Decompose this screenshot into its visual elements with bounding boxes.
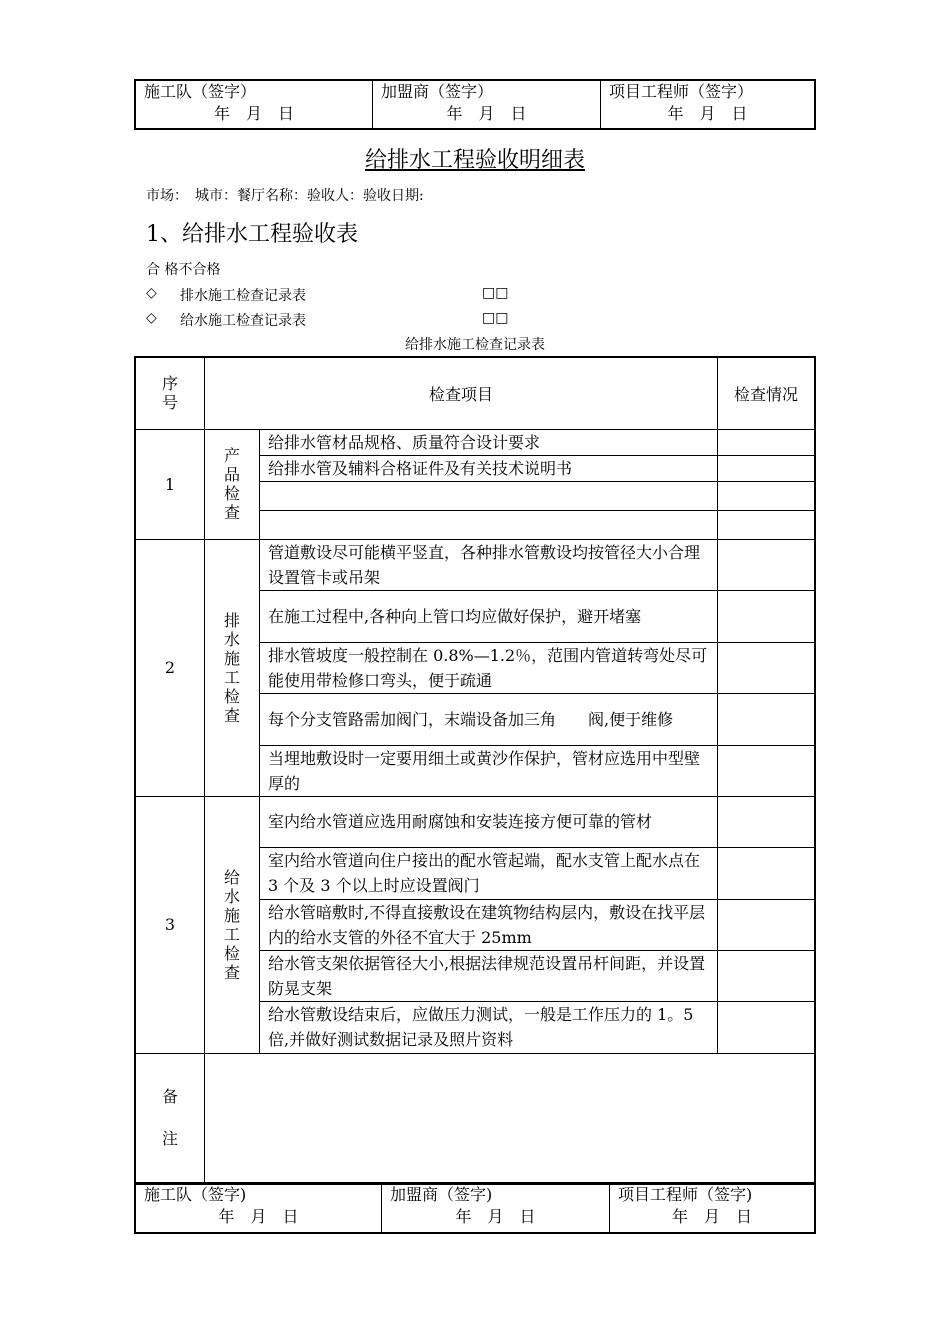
check-item: 当埋地敷设时一定要用细土或黄沙作保护，管材应选用中型壁厚的 (260, 745, 718, 796)
signature-cell (601, 80, 816, 129)
table-header-row (135, 357, 815, 429)
meta-line: 市场： 城市：餐厅名称：验收人：验收日期: (146, 188, 424, 204)
check-item (260, 481, 718, 510)
checkbox-pair[interactable]: □□ (482, 285, 509, 301)
check-item: 给水管暗敷时,不得直接敷设在建筑物结构层内，敷设在找平层内的给水支管的外径不宜大于 25mm (260, 899, 718, 950)
signature-label: 项目工程师（签字） (609, 82, 754, 101)
checklist-label: 给水施工检查记录表 (180, 313, 306, 329)
status-cell[interactable] (718, 796, 816, 847)
signature-date: 年 月 日 (446, 104, 527, 123)
group-seq: 3 (135, 796, 205, 1053)
status-cell[interactable] (718, 899, 816, 950)
signature-cell (135, 1183, 382, 1233)
check-item: 每个分支管路需加阀门，末端设备加三角 阀,便于维修 (260, 693, 718, 745)
checklist-marker: ◇ (146, 310, 157, 326)
signature-date: 年 月 日 (671, 1207, 752, 1226)
check-item: 排水管坡度一般控制在 0.8%—1.2％，范围内管道转弯处尽可能使用带检修口弯头，便于疏通 (260, 642, 718, 693)
status-cell[interactable] (718, 745, 816, 796)
status-cell[interactable] (718, 693, 816, 745)
status-cell[interactable] (718, 642, 816, 693)
check-item: 管道敷设尽可能横平竖直，各种排水管敷设均按管径大小合理设置管卡或吊架 (260, 539, 718, 590)
status-cell[interactable] (718, 847, 816, 899)
header-status: 检查情况 (718, 357, 816, 429)
group-name: 给水施工检查 (205, 796, 260, 1053)
header-item: 检查项目 (205, 357, 718, 429)
status-cell[interactable] (718, 455, 816, 481)
section-title: 1、给排水工程验收表 (146, 222, 358, 247)
status-cell[interactable] (718, 1001, 816, 1053)
remarks-field[interactable] (205, 1053, 816, 1184)
status-cell[interactable] (718, 950, 816, 1001)
remarks-row (135, 1053, 815, 1184)
check-item: 给水管敷设结束后，应做压力测试，一般是工作压力的 1。5 倍,并做好测试数据记录及照片资料 (260, 1001, 718, 1053)
header-seq: 序号 (135, 357, 205, 429)
check-item: 给水管支架依据管径大小,根据法律规范设置吊杆间距，并设置防晃支架 (260, 950, 718, 1001)
signature-label: 加盟商（签字) (390, 1185, 493, 1204)
signature-date: 年 月 日 (213, 104, 294, 123)
status-cell[interactable] (718, 539, 816, 590)
check-item: 给排水管及辅料合格证件及有关技术说明书 (260, 455, 718, 481)
signature-cell (135, 80, 373, 129)
signature-date: 年 月 日 (667, 104, 748, 123)
signature-label: 施工队（签字） (144, 82, 257, 101)
table-row (135, 429, 815, 455)
pass-fail-header: 合 格不合格 (146, 262, 221, 278)
table-caption: 给排水施工检查记录表 (405, 337, 545, 353)
checkbox-pair[interactable]: □□ (482, 310, 509, 326)
group-name: 排水施工检查 (205, 539, 260, 796)
check-item: 室内给水管道应选用耐腐蚀和安装连接方便可靠的管材 (260, 796, 718, 847)
remarks-label: 备注 (135, 1053, 205, 1184)
signature-label: 施工队（签字) (144, 1185, 247, 1204)
checklist-marker: ◇ (146, 285, 157, 301)
check-item: 在施工过程中,各种向上管口均应做好保护，避开堵塞 (260, 590, 718, 642)
group-name: 产品检查 (205, 429, 260, 539)
document-title: 给排水工程验收明细表 (364, 148, 585, 173)
status-cell[interactable] (718, 510, 816, 539)
check-item: 给排水管材品规格、质量符合设计要求 (260, 429, 718, 455)
signature-cell (610, 1183, 816, 1233)
signature-label: 项目工程师（签字) (618, 1185, 753, 1204)
signature-label: 加盟商（签字） (381, 82, 494, 101)
status-cell[interactable] (718, 481, 816, 510)
check-item (260, 510, 718, 539)
group-seq: 2 (135, 539, 205, 796)
table-row (135, 796, 815, 847)
check-item: 室内给水管道向住户接出的配水管起端，配水支管上配水点在 3 个及 3 个以上时应设置阀门 (260, 847, 718, 899)
signature-date: 年 月 日 (218, 1207, 299, 1226)
checklist-label: 排水施工检查记录表 (180, 288, 306, 304)
signature-cell (382, 1183, 610, 1233)
signature-table-top (134, 79, 816, 130)
signature-date: 年 月 日 (455, 1207, 536, 1226)
group-seq: 1 (135, 429, 205, 539)
inspection-table (134, 356, 816, 1185)
table-row (135, 539, 815, 590)
status-cell[interactable] (718, 590, 816, 642)
status-cell[interactable] (718, 429, 816, 455)
signature-table-bottom (134, 1182, 816, 1234)
signature-cell (373, 80, 601, 129)
